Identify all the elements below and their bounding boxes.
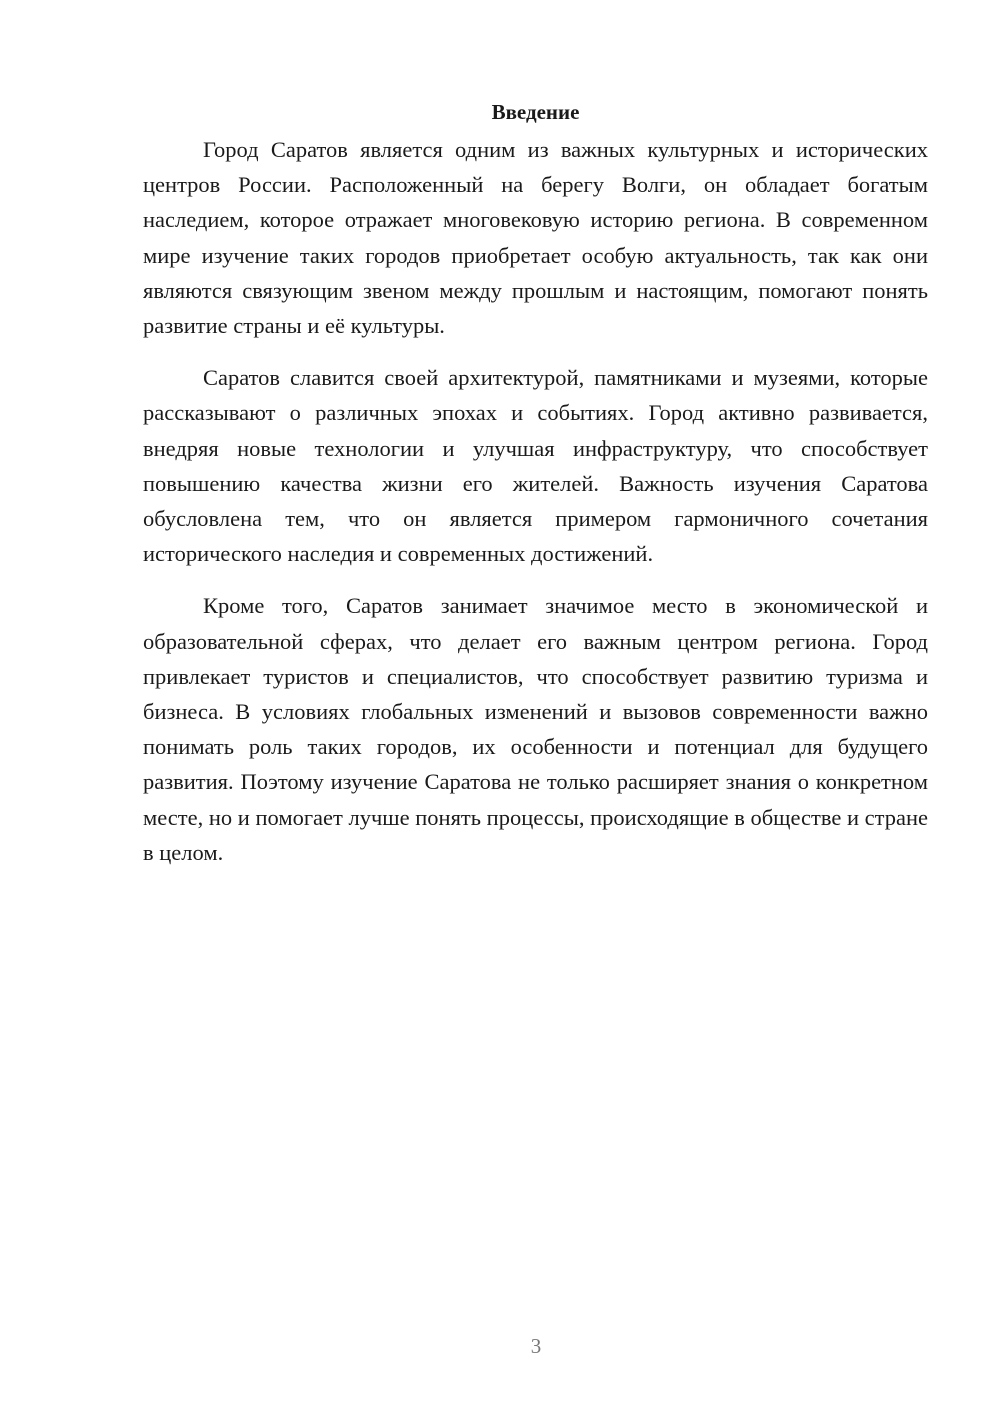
paragraph-3: Кроме того, Саратов занимает значимое место в экономической и образовательной сферах, что делает его важным центром региона. Город привлекает туристов и специалистов, что способствует развитию туризма и бизнеса. В условиях глобальных изменений и вызовов современности важно понимать роль таких городов, их особенности и потенциал для будущего развития. Поэтому изучение Саратова не только расширяет знания о конкретном месте, но и помогает лучше понять процессы, происходящие в обществе и стране в целом. <box>143 593 928 865</box>
section-heading: Введение <box>491 100 580 124</box>
paragraph-2: Саратов славится своей архитектурой, памятниками и музеями, которые рассказывают о различных эпохах и событиях. Город активно развивается, внедряя новые технологии и улучшая инфраструктуру, что способствует повышению качества жизни его жителей. Важность изучения Саратова обусловлена тем, что он является примером гармоничного сочетания исторического наследия и современных достижений. <box>143 365 928 567</box>
page-content <box>143 92 928 887</box>
page-number: 3 <box>530 1334 542 1358</box>
paragraph-1: Город Саратов является одним из важных культурных и исторических центров России. Расположенный на берегу Волги, он обладает богатым наследием, которое отражает многовековую историю региона. В современном мире изучение таких городов приобретает особую актуальность, так как они являются связующим звеном между прошлым и настоящим, помогают понять развитие страны и её культуры. <box>143 137 928 339</box>
